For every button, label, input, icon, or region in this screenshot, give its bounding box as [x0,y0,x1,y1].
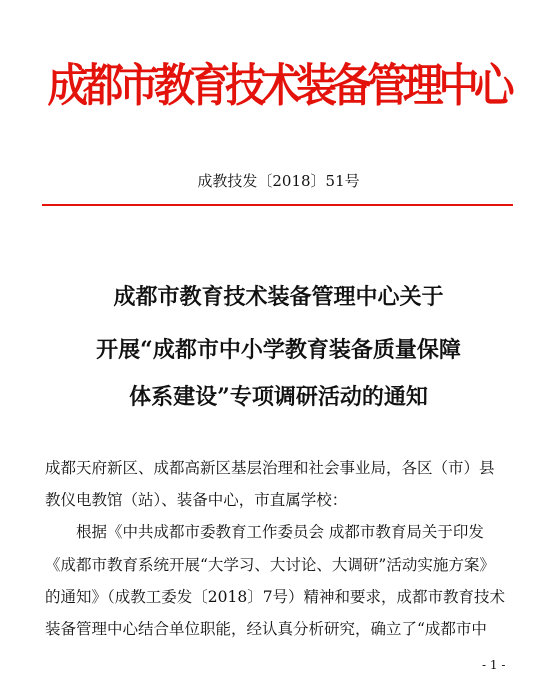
title-line-1: 成都市教育技术装备管理中心关于 [113,284,444,310]
red-divider-rule [42,204,513,206]
paragraph-line-2: 《成都市教育系统开展“大学习、大讨论、大调研”活动实施方案》 [45,556,495,574]
paragraph-line-4: 装备管理中心结合单位职能，经认真分析研究，确立了“成都市中 [45,620,487,638]
paragraph-line-1: 根据《中共成都市委教育工作委员会 成都市教育局关于印发 [76,523,484,541]
paragraph-line-3: 的通知》（成教工委发〔2018〕7号）精神和要求，成都市教育技术 [45,588,506,606]
document-number: 成教技发〔2018〕51号 [197,172,360,190]
title-line-3: 体系建设”专项调研活动的通知 [129,384,428,410]
title-line-2: 开展“成都市中小学教育装备质量保障 [96,337,461,363]
addressee-line-2: 教仪电教馆（站）、装备中心，市直属学校： [45,491,348,509]
addressee-line-1: 成都天府新区、成都高新区基层治理和社会事业局，各区（市）县 [45,459,495,477]
page-number: - 1 - [482,658,506,672]
organization-header: 成都市教育技术装备管理中心 [47,58,510,113]
